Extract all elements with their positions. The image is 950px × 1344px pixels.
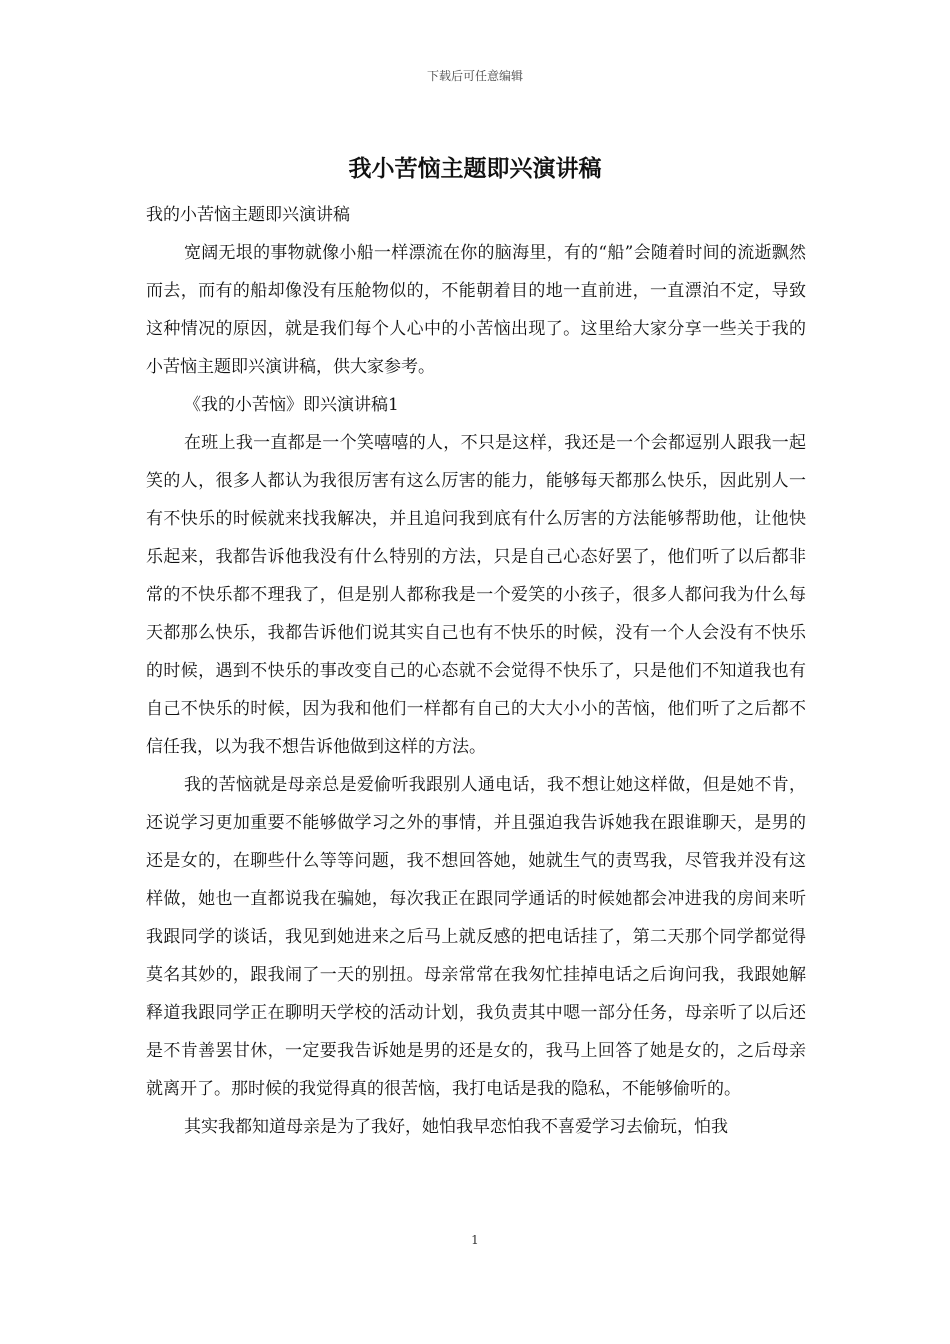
paragraph: 我的苦恼就是母亲总是爱偷听我跟别人通电话，我不想让她这样做，但是她不肯，还说学习更加重要不能够做学习之外的事情，并且强迫我告诉她我在跟谁聊天，是男的还是女的，在聊些什么等等问题，我不想回答她，她就生气的责骂我，尽管我并没有这样做，她也一直都说我在骗她，每次我正在跟同学通话的时候她都会冲进我的房间来听我跟同学的谈话，我见到她进来之后马上就反感的把电话挂了，第二天那个同学都觉得莫名其妙的，跟我闹了一天的别扭。母亲常常在我匆忙挂掉电话之后询问我，我跟她解释道我跟同学正在聊明天学校的活动计划，我负责其中嗯一部分任务，母亲听了以后还是不肯善罢甘休，一定要我告诉她是男的还是女的，我马上回答了她是女的，之后母亲就离开了。那时候的我觉得真的很苦恼，我打电话是我的隐私，不能够偷听的。: [146, 775, 806, 1099]
document-body: [146, 196, 806, 1146]
header-note: 下载后可任意编辑: [426, 69, 523, 83]
section-heading: 《我的小苦恼》即兴演讲稿1: [184, 395, 399, 415]
paragraph: 在班上我一直都是一个笑嘻嘻的人，不只是这样，我还是一个会都逗别人跟我一起笑的人，很多人都认为我很厉害有这么厉害的能力，能够每天都那么快乐，因此别人一有不快乐的时候就来找我解决，并且追问我到底有什么厉害的方法能够帮助他，让他快乐起来，我都告诉他我没有什么特别的方法，只是自己心态好罢了，他们听了以后都非常的不快乐都不理我了，但是别人都称我是一个爱笑的小孩子，很多人都问我为什么每天都那么快乐，我都告诉他们说其实自己也有不快乐的时候，没有一个人会没有不快乐的时候，遇到不快乐的事改变自己的心态就不会觉得不快乐了，只是他们不知道我也有自己不快乐的时候，因为我和他们一样都有自己的大大小小的苦恼，他们听了之后都不信任我，以为我不想告诉他做到这样的方法。: [146, 433, 806, 757]
document-title: 我小苦恼主题即兴演讲稿: [348, 155, 602, 182]
subtitle-line: 我的小苦恼主题即兴演讲稿: [146, 205, 350, 225]
page-number: 1: [471, 1233, 479, 1247]
paragraph-intro: 宽阔无垠的事物就像小船一样漂流在你的脑海里，有的“船”会随着时间的流逝飘然而去，而有的船却像没有压舱物似的，不能朝着目的地一直前进，一直漂泊不定，导致这种情况的原因，就是我们每个人心中的小苦恼出现了。这里给大家分享一些关于我的小苦恼主题即兴演讲稿，供大家参考。: [146, 243, 806, 377]
paragraph: 其实我都知道母亲是为了我好，她怕我早恋怕我不喜爱学习去偷玩，怕我: [184, 1117, 728, 1137]
